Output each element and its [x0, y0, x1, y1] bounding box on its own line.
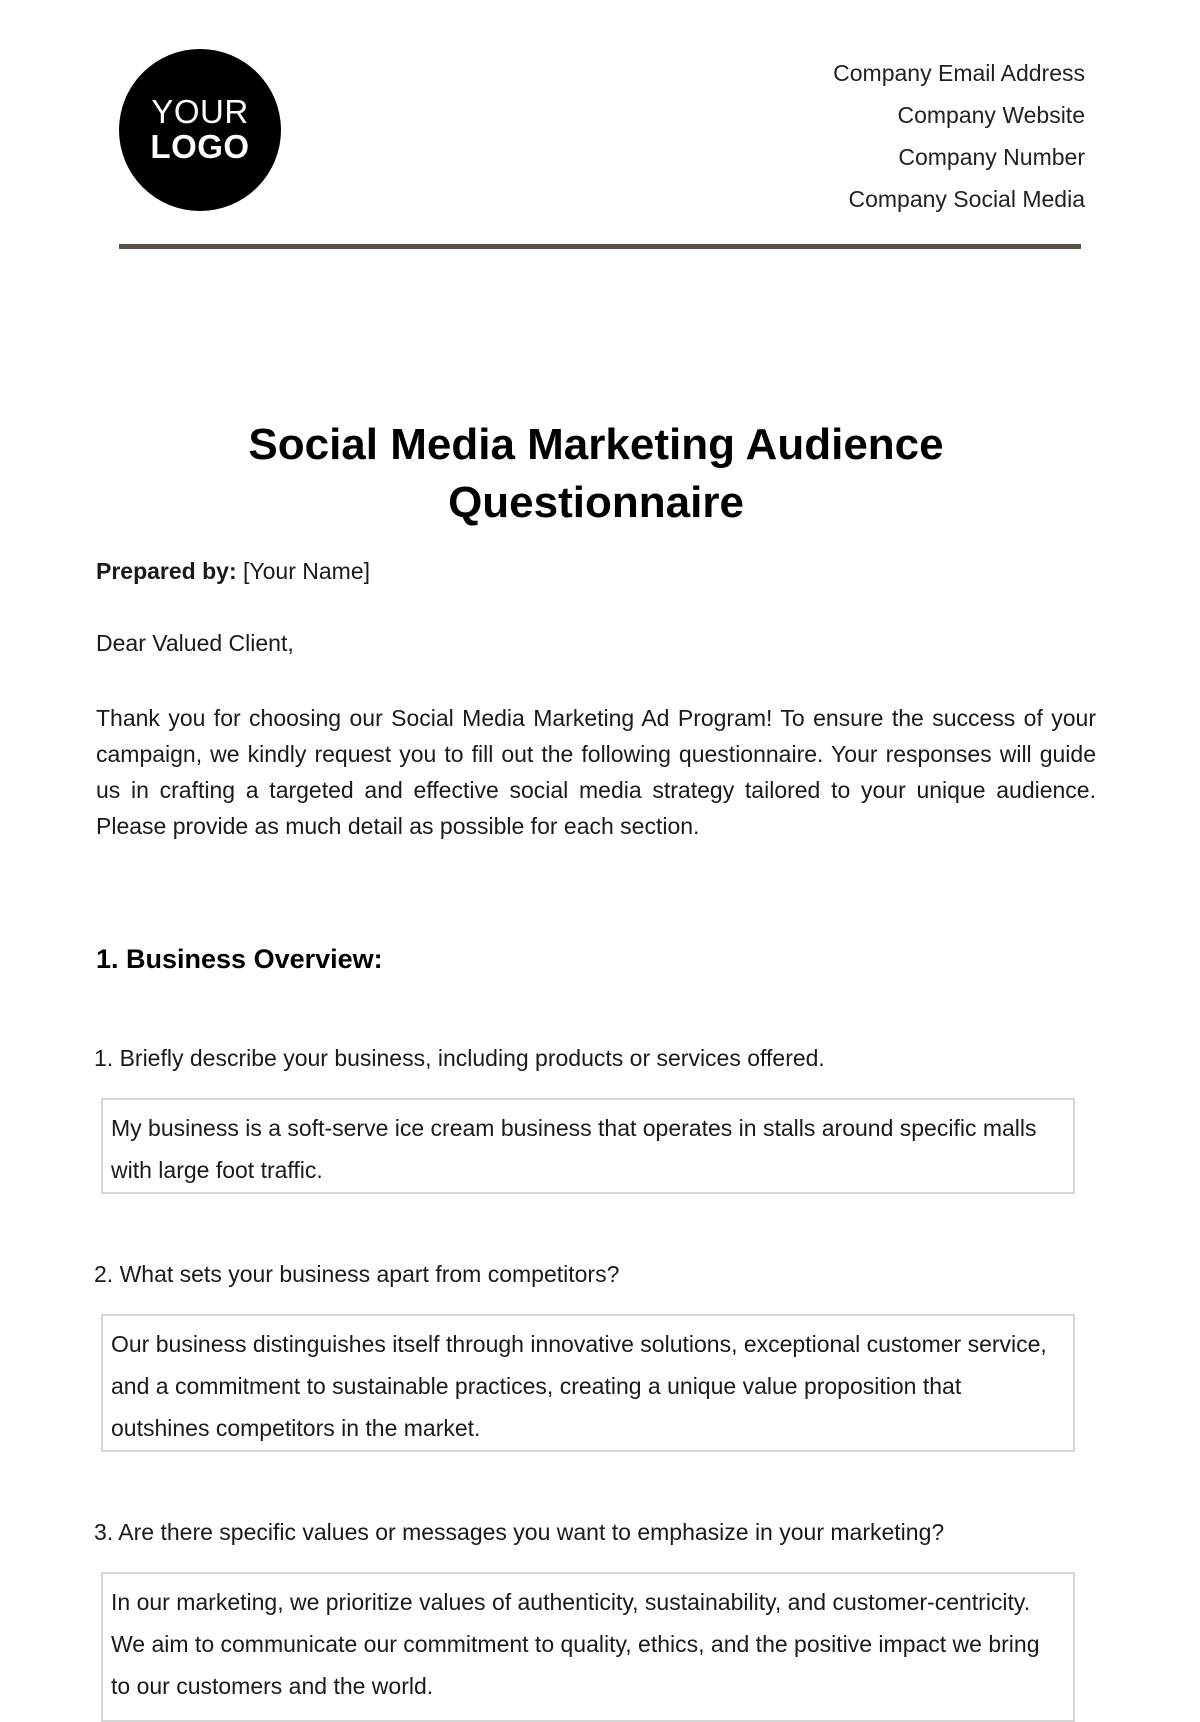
- company-contact-info: [833, 52, 1085, 220]
- salutation: Dear Valued Client,: [96, 630, 294, 656]
- prepared-by: [96, 558, 370, 585]
- question-2: 2. What sets your business apart from competitors?: [94, 1261, 620, 1287]
- prepared-by-value: [Your Name]: [243, 558, 370, 584]
- section-heading-business-overview: 1. Business Overview:: [96, 944, 383, 974]
- prepared-by-label: Prepared by:: [96, 558, 237, 584]
- logo-text-top: YOUR: [151, 93, 249, 131]
- answer-box-1: My business is a soft-serve ice cream business that operates in stalls around specific malls with large foot traffic.: [101, 1098, 1075, 1194]
- company-number: Company Number: [898, 144, 1085, 170]
- intro-paragraph: Thank you for choosing our Social Media Marketing Ad Program! To ensure the success of your campaign, we kindly request you to fill out the following questionnaire. Your responses will guide us in crafting a targeted and effective social media strategy tailored to your unique audience. Please provide as much detail as possible for each section.: [96, 705, 1096, 839]
- header-divider: [119, 244, 1081, 249]
- company-social-media: Company Social Media: [848, 186, 1085, 212]
- company-email: Company Email Address: [833, 60, 1085, 86]
- answer-box-3: In our marketing, we prioritize values of authenticity, sustainability, and customer-centricity. We aim to communicate our commitment to quality, ethics, and the positive impact we bring to our customers and the world.: [101, 1572, 1075, 1722]
- company-website: Company Website: [897, 102, 1085, 128]
- question-1: 1. Briefly describe your business, including products or services offered.: [94, 1045, 825, 1071]
- answer-box-2: Our business distinguishes itself through innovative solutions, exceptional customer service, and a commitment to sustainable practices, creating a unique value proposition that outshines competitors in the market.: [101, 1314, 1075, 1452]
- question-3: 3. Are there specific values or messages you want to emphasize in your marketing?: [94, 1519, 945, 1545]
- logo-text-bottom: LOGO: [150, 128, 250, 165]
- company-logo: [119, 49, 281, 211]
- document-title: Social Media Marketing Audience Questionnaire: [248, 420, 944, 527]
